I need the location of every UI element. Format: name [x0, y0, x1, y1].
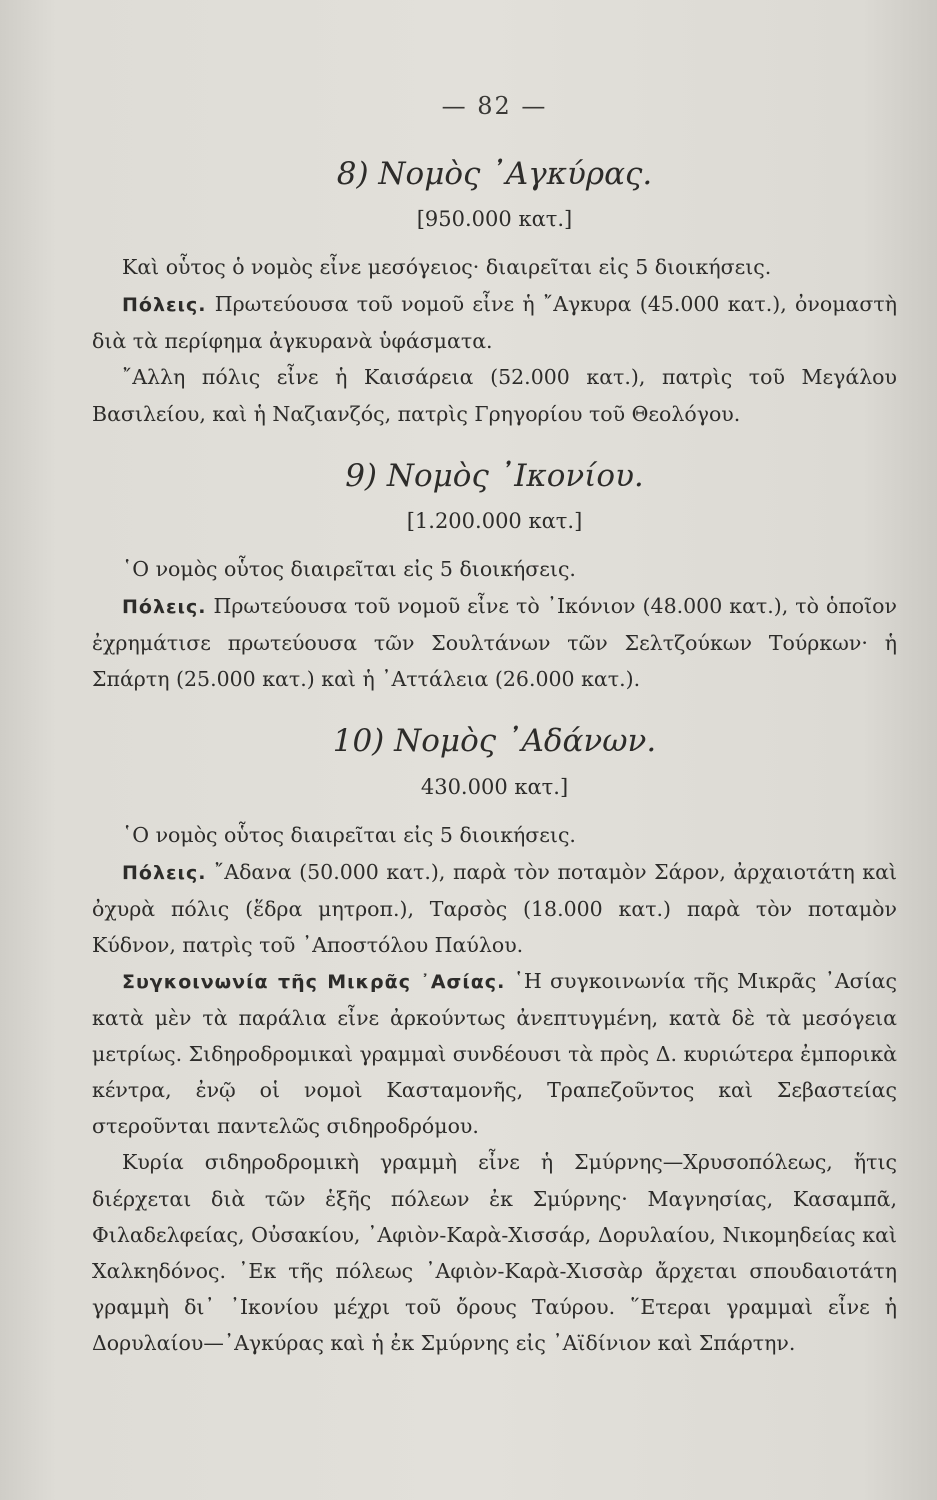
paragraph-text: ῎Αλλη πόλις εἶνε ἡ Καισάρεια (52.000 κατ.), πατρὶς τοῦ Μεγάλου Βασιλείου, καὶ ἡ Ναζιανζός, πατρὶς Γρηγορίου τοῦ Θεολόγου.	[92, 365, 897, 427]
section-title: 10) Νομὸς ᾿Αδάνων.	[332, 723, 657, 760]
paragraph-text: ῎Αδανα (50.000 κατ.), παρὰ τὸν ποταμὸν Σάρον, ἀρχαιοτάτη καὶ ὀχυρὰ πόλις (ἕδρα μητροπ.), Ταρσὸς (18.000 κατ.) παρὰ τὸν ποταμὸν Κύδνον, πατρὶς τοῦ ᾿Αποστόλου Παύλου.	[92, 859, 897, 957]
paragraph-text: Κυρία σιδηροδρομικὴ γραμμὴ εἶνε ἡ Σμύρνης—Χρυσοπόλεως, ἥτις διέρχεται διὰ τῶν ἑξῆς πόλεων ἐκ Σμύρνης· Μαγνησίας, Κασαμπᾶ, Φιλαδελφείας, Οὐσακίου, ᾿Αφιὸν-Καρὰ-Χισσάρ, Δορυλαίου, Νικομηδείας καὶ Χαλκηδόνος. ᾿Εκ τῆς πόλεως ᾿Αφιὸν-Καρὰ-Χισσὰρ ἄρχεται σπουδαιοτάτη γραμμὴ δι᾿ ᾿Ικονίου μέχρι τοῦ ὄρους Ταύρου. ῞Ετεραι γραμμαὶ εἶνε ἡ Δορυλαίου—᾿Αγκύρας καὶ ἡ ἐκ Σμύρνης εἰς ᾿Αϊδίνιον καὶ Σπάρτην.	[92, 1149, 897, 1355]
section-konya	[92, 458, 897, 697]
paragraph-text: ῾Η συγκοινωνία τῆς Μικρᾶς ᾿Ασίας κατὰ μὲν τὰ παράλια εἶνε ἀρκούντως ἀνεπτυγμένη, κατὰ δὲ τὰ μεσόγεια μετρίως. Σιδηροδρομικαὶ γραμμαὶ συνδέουσι τὰ πρὸς Δ. κυριώτερα ἐμπορικὰ κέντρα, ἐνῷ οἱ νομοὶ Κασταμονῆς, Τραπεζοῦντος καὶ Σεβαστείας στεροῦνται παντελῶς σιδηροδρόμου.	[92, 968, 897, 1138]
paragraph-text: ῾Ο νομὸς οὗτος διαιρεῖται εἰς 5 διοικήσεις.	[122, 557, 576, 582]
paragraph-text: ῾Ο νομὸς οὗτος διαιρεῖται εἰς 5 διοικήσεις.	[122, 822, 576, 847]
paragraph	[92, 817, 897, 854]
paragraph-lead: Πόλεις.	[122, 596, 207, 619]
population-count: 430.000 κατ.]	[420, 774, 569, 799]
paragraph	[92, 249, 897, 286]
section-ankara	[92, 156, 897, 432]
paragraph-lead: Συγκοινωνία τῆς Μικρᾶς ᾿Ασίας.	[122, 970, 506, 993]
paragraph-lead: Πόλεις.	[122, 294, 207, 317]
paragraph	[92, 854, 897, 963]
paragraph-text: Πρωτεύουσα τοῦ νομοῦ εἶνε ἡ ῎Αγκυρα (45.000 κατ.), ὀνομαστὴ διὰ τὰ περίφημα ἀγκυρανὰ ὑφάσματα.	[92, 292, 897, 354]
section-title: 8) Νομὸς ᾿Αγκύρας.	[336, 156, 653, 192]
paragraph	[92, 551, 897, 588]
population-count: [1.200.000 κατ.]	[406, 509, 583, 534]
paragraph-lead: Πόλεις.	[122, 861, 207, 884]
page-number: — 82 —	[441, 92, 548, 120]
paragraph-text: Πρωτεύουσα τοῦ νομοῦ εἶνε τὸ ᾿Ικόνιον (48.000 κατ.), τὸ ὁποῖον ἐχρημάτισε πρωτεύουσα τῶν Σουλτάνων τῶν Σελτζούκων Τούρκων· ἡ Σπάρτη (25.000 κατ.) καὶ ἡ ᾿Αττάλεια (26.000 κατ.).	[92, 594, 897, 692]
paragraph	[92, 1144, 897, 1361]
population-count: [950.000 κατ.]	[416, 207, 573, 232]
paragraph	[92, 359, 897, 432]
paragraph	[92, 588, 897, 697]
paragraph	[92, 286, 897, 359]
section-title: 9) Νομὸς ᾿Ικονίου.	[345, 458, 644, 495]
paragraph	[92, 963, 897, 1144]
paragraph-text: Καὶ οὗτος ὁ νομὸς εἶνε μεσόγειος· διαιρεῖται εἰς 5 διοικήσεις.	[122, 255, 772, 280]
section-adana	[92, 723, 897, 1360]
